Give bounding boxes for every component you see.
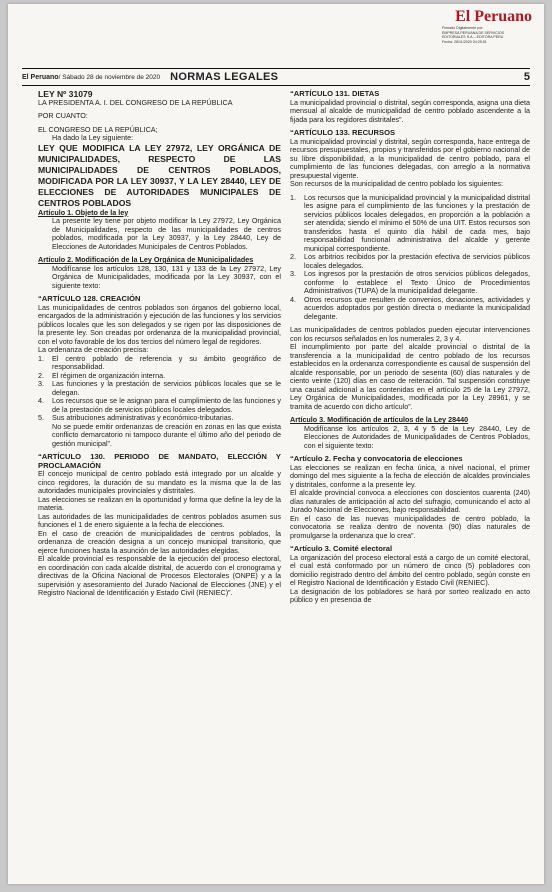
law-28440-article-2-heading: “Artículo 2. Fecha y convocatoria de elecciones [290,454,463,463]
article-130-paragraph: Las autoridades de las municipalidades de centros poblados asumen sus funciones el 1 de enero siguiente a la fecha de elecciones. [38,511,281,529]
article-133-paragraph: El incumplimiento por parte del alcalde provincial o distrital de la transferencia a la municipalidad de centro poblado de los recursos establecidos en la ordenanza correspondiente es causal de suspensión del alcalde responsable, por un periodo de sesenta (60) días naturales y de ciento veinte (120) días en caso de reiteración. Tal suspensión constituye una causal adicional a las contenidas en el artículo 25 de la Ley 27972, Ley Orgánica de Municipalidades, modificada por la Ley 28961, y se tramita de acuerdo con dicho artículo”. [290,342,530,411]
article-133-paragraph: Son recursos de la municipalidad de centro poblado los siguientes: [290,179,503,188]
list-item: 1. El centro poblado de referencia y su ámbito geográfico de responsabilidad. [38,353,281,371]
congreso-line: EL CONGRESO DE LA REPÚBLICA; [38,124,158,134]
list-item: 1. Los recursos que la municipalidad provincial y la municipalidad distrital les asigne para el cumplimiento de las funciones y la prestación de servicios públicos locales delegados, en proporción a la población a ser atendida; siendo el mínimo el 50% de una UIT. Estos recursos son transferidos hasta el quinto día hábil de cada mes, bajo responsabilidad funcional administrativa del alcalde y gerente municipal correspondiente. [290,192,530,253]
law-28440-article-3-paragraph: La designación de los pobladores se hará por sorteo realizado en acto público y en presencia de [290,586,530,604]
article-130-paragraph: En el caso de creación de municipalidades de centros poblados, la ordenanza de creación designa a un concejo municipal transitorio, que ejerce funciones hasta la asunción de las autoridades elegidas. [38,528,281,555]
article-133-heading: “ARTÍCULO 133. RECURSOS [290,128,396,137]
digital-signature-block [382,8,532,44]
law-28440-article-2-paragraph: El alcalde provincial convoca a elecciones con doscientos cuarenta (240) días naturales de anticipación al acto del sufragio, comunicando el acto al Jurado Nacional de Elecciones, bajo responsabilidad. [290,488,530,514]
signature-line: EDITORIALES S.A. - EDITORA PERU [442,35,504,40]
article-128-paragraph: Las municipalidades de centros poblados son órganos del gobierno local, encargados de la administración y ejecución de las funciones y los servicios públicos locales que les son delegados y se rigen por las disposiciones de la presente ley. Son creadas por ordenanza de la municipalidad provincial, con el voto favorable de los dos tercios del número legal de regidores. [38,302,281,346]
el-peruano-logo: El Peruano [455,8,532,25]
article-128-paragraph: No se puede emitir ordenanzas de creación en zonas en las que exista conflicto demarcatorio ni tampoco durante el último año del periodo de gestión municipal”. [52,421,281,448]
list-item: 3. Los ingresos por la prestación de otros servicios públicos delegados, conforme lo establece el Texto Único de Procedimientos Administrativos (TUPA) de la municipalidad delegante. [290,269,530,295]
law-28440-article-3-paragraph: La organización del proceso electoral está a cargo de un comité electoral, el cual está conformado por un número de cinco (5) pobladores con domicilio registrado dentro del ámbito del centro poblado, según conste en el Registro Nacional de Identificación y Estado Civil (RENIEC). [290,552,530,587]
article-130-paragraph: El concejo municipal de centro poblado está integrado por un alcalde y cinco regidores, la duración de su mandato es la misma que la de las autoridades municipales provinciales y distritales. [38,469,281,495]
masthead-date: / Sábado 28 de noviembre de 2020 [58,73,161,81]
list-item: 2. El régimen de organización interna. [38,370,166,380]
article-130-paragraph: El alcalde provincial es responsable de la ejecución del proceso electoral, en coordinación con cada alcalde distrital, de acuerdo con el cronograma y directivas de la Oficina Nacional de Procesos Electorales (ONPE) y a la supervisión y asesoramiento del Jurado Nacional de Elecciones (JNE) y el Registro Nacional de Identificación y Estado Civil (RENIEC)”. [38,554,281,597]
ha-dado-line: Ha dado la Ley siguiente: [52,133,134,142]
page-masthead [22,68,530,86]
article-128-heading: “ARTÍCULO 128. CREACIÓN [38,294,141,303]
list-item: 5. Sus atribuciones administrativas y económico-tributarias. [38,413,234,422]
article-2-heading: Artículo 2. Modificación de la Ley Orgánica de Municipalidades [38,255,254,264]
article-131-heading: “ARTÍCULO 131. DIETAS [290,89,380,98]
article-2-text: Modifícanse los artículos 128, 130, 131 y 133 de la Ley 27972, Ley Orgánica de Municipalidades, modificada por la Ley 30937, con el siguiente texto: [52,263,281,290]
list-item: 2. Los arbitrios recibidos por la prestación efectiva de servicios públicos locales delegados. [290,252,530,270]
law-28440-article-2-paragraph: Las elecciones se realizan en fecha única, a nivel nacional, el primer domingo del mes siguiente a la fecha de elección de alcaldes provinciales y distritales, conforme a la presente ley. [290,462,530,489]
masthead-section: NORMAS LEGALES [170,71,279,83]
article-133-paragraph: Las municipalidades de centros poblados pueden ejecutar intervenciones con los recursos señalados en los numerales 2, 3 y 4. [290,325,530,343]
article-3-heading: Artículo 3. Modificación de artículos de la Ley 28440 [290,415,469,424]
law-number: LEY Nº 31079 [38,89,93,99]
masthead-paper-name: El Peruano [22,73,59,81]
article-131-paragraph: La municipalidad provincial o distrital, según corresponda, asigna una dieta mensual al alcalde de municipalidad de centro poblado ascendente a la fijada para los regidores distritales”. [290,97,530,124]
law-title: LEY QUE MODIFICA LA LEY 27972, LEY ORGÁNICA DE MUNICIPALIDADES, RESPECTO DE LAS MUNICIPALIDADES DE CENTROS POBLADOS, MODIFICADA POR LA LEY 30937, Y LA LEY 28440, LEY DE ELECCIONES DE AUTORIDADES MUNICIPALES DE CENTROS POBLADOS [38,142,281,208]
article-1-text: La presente ley tiene por objeto modificar la Ley 27972, Ley Orgánica de Municipalidades, respecto de las municipalidades de centros poblados, modificada por la Ley 30937, y la Ley 28440, Ley de Elecciones de Autoridades Municipales de Centros Poblados. [52,216,281,251]
article-133-paragraph: La municipalidad provincial y distrital, según corresponda, hace entrega de recursos presupuestales, propios y transferidos por el gobierno nacional de su libre disponibilidad, a la municipalidad de centro poblado, para el cumplimiento de las funciones delegadas, con arreglo a la normativa presupuestal vigente. [290,136,530,180]
article-130-paragraph: Las elecciones se realizan en la oportunidad y forma que define la ley de la materia. [38,494,281,512]
page-number: 5 [523,71,530,83]
signature-line: Fecha: 28/11/2020 04:25:51 [442,39,487,44]
list-item: 3. Las funciones y la prestación de servicios públicos locales que se le delegan. [38,379,281,397]
por-cuanto: POR CUANTO: [38,111,88,120]
list-item: 4. Los recursos que se le asignan para el cumplimiento de las funciones y de la prestación de servicios públicos locales delegados. [38,396,281,414]
list-item: 4. Otros recursos que resulten de convenios, donaciones, actividades y acuerdos adoptados por gestión directa o mediante la municipalidad delegante. [290,294,530,321]
article-128-paragraph: La ordenanza de creación precisa: [38,345,149,354]
article-1-heading: Artículo 1. Objeto de la ley [38,207,129,217]
signature-line: EMPRESA PERUANA DE SERVICIOS [442,30,505,35]
signature-line: Firmado Digitalmente por: [442,26,484,30]
newspaper-page [8,4,544,884]
right-column [290,90,530,605]
law-28440-article-3-heading: “Artículo 3. Comité electoral [290,544,393,553]
left-column [38,90,281,598]
article-133-list [290,194,530,322]
article-130-heading: “ARTÍCULO 130. PERIODO DE MANDATO, ELECCIÓN Y PROCLAMACIÓN [38,452,281,470]
article-128-list [38,355,281,423]
president-line: LA PRESIDENTA A. I. DEL CONGRESO DE LA REPÚBLICA [38,97,233,107]
law-28440-article-2-paragraph: En el caso de las nuevas municipalidades de centro poblado, la convocatoria se realiza dentro de noventa (90) días naturales de promulgarse la ordenanza que lo crea”. [290,513,530,540]
article-3-text: Modifícanse los artículos 2, 3, 4 y 5 de la Ley 28440, Ley de Elecciones de Autoridades de Municipalidades de Centros Poblados, con el siguiente texto: [304,423,530,450]
